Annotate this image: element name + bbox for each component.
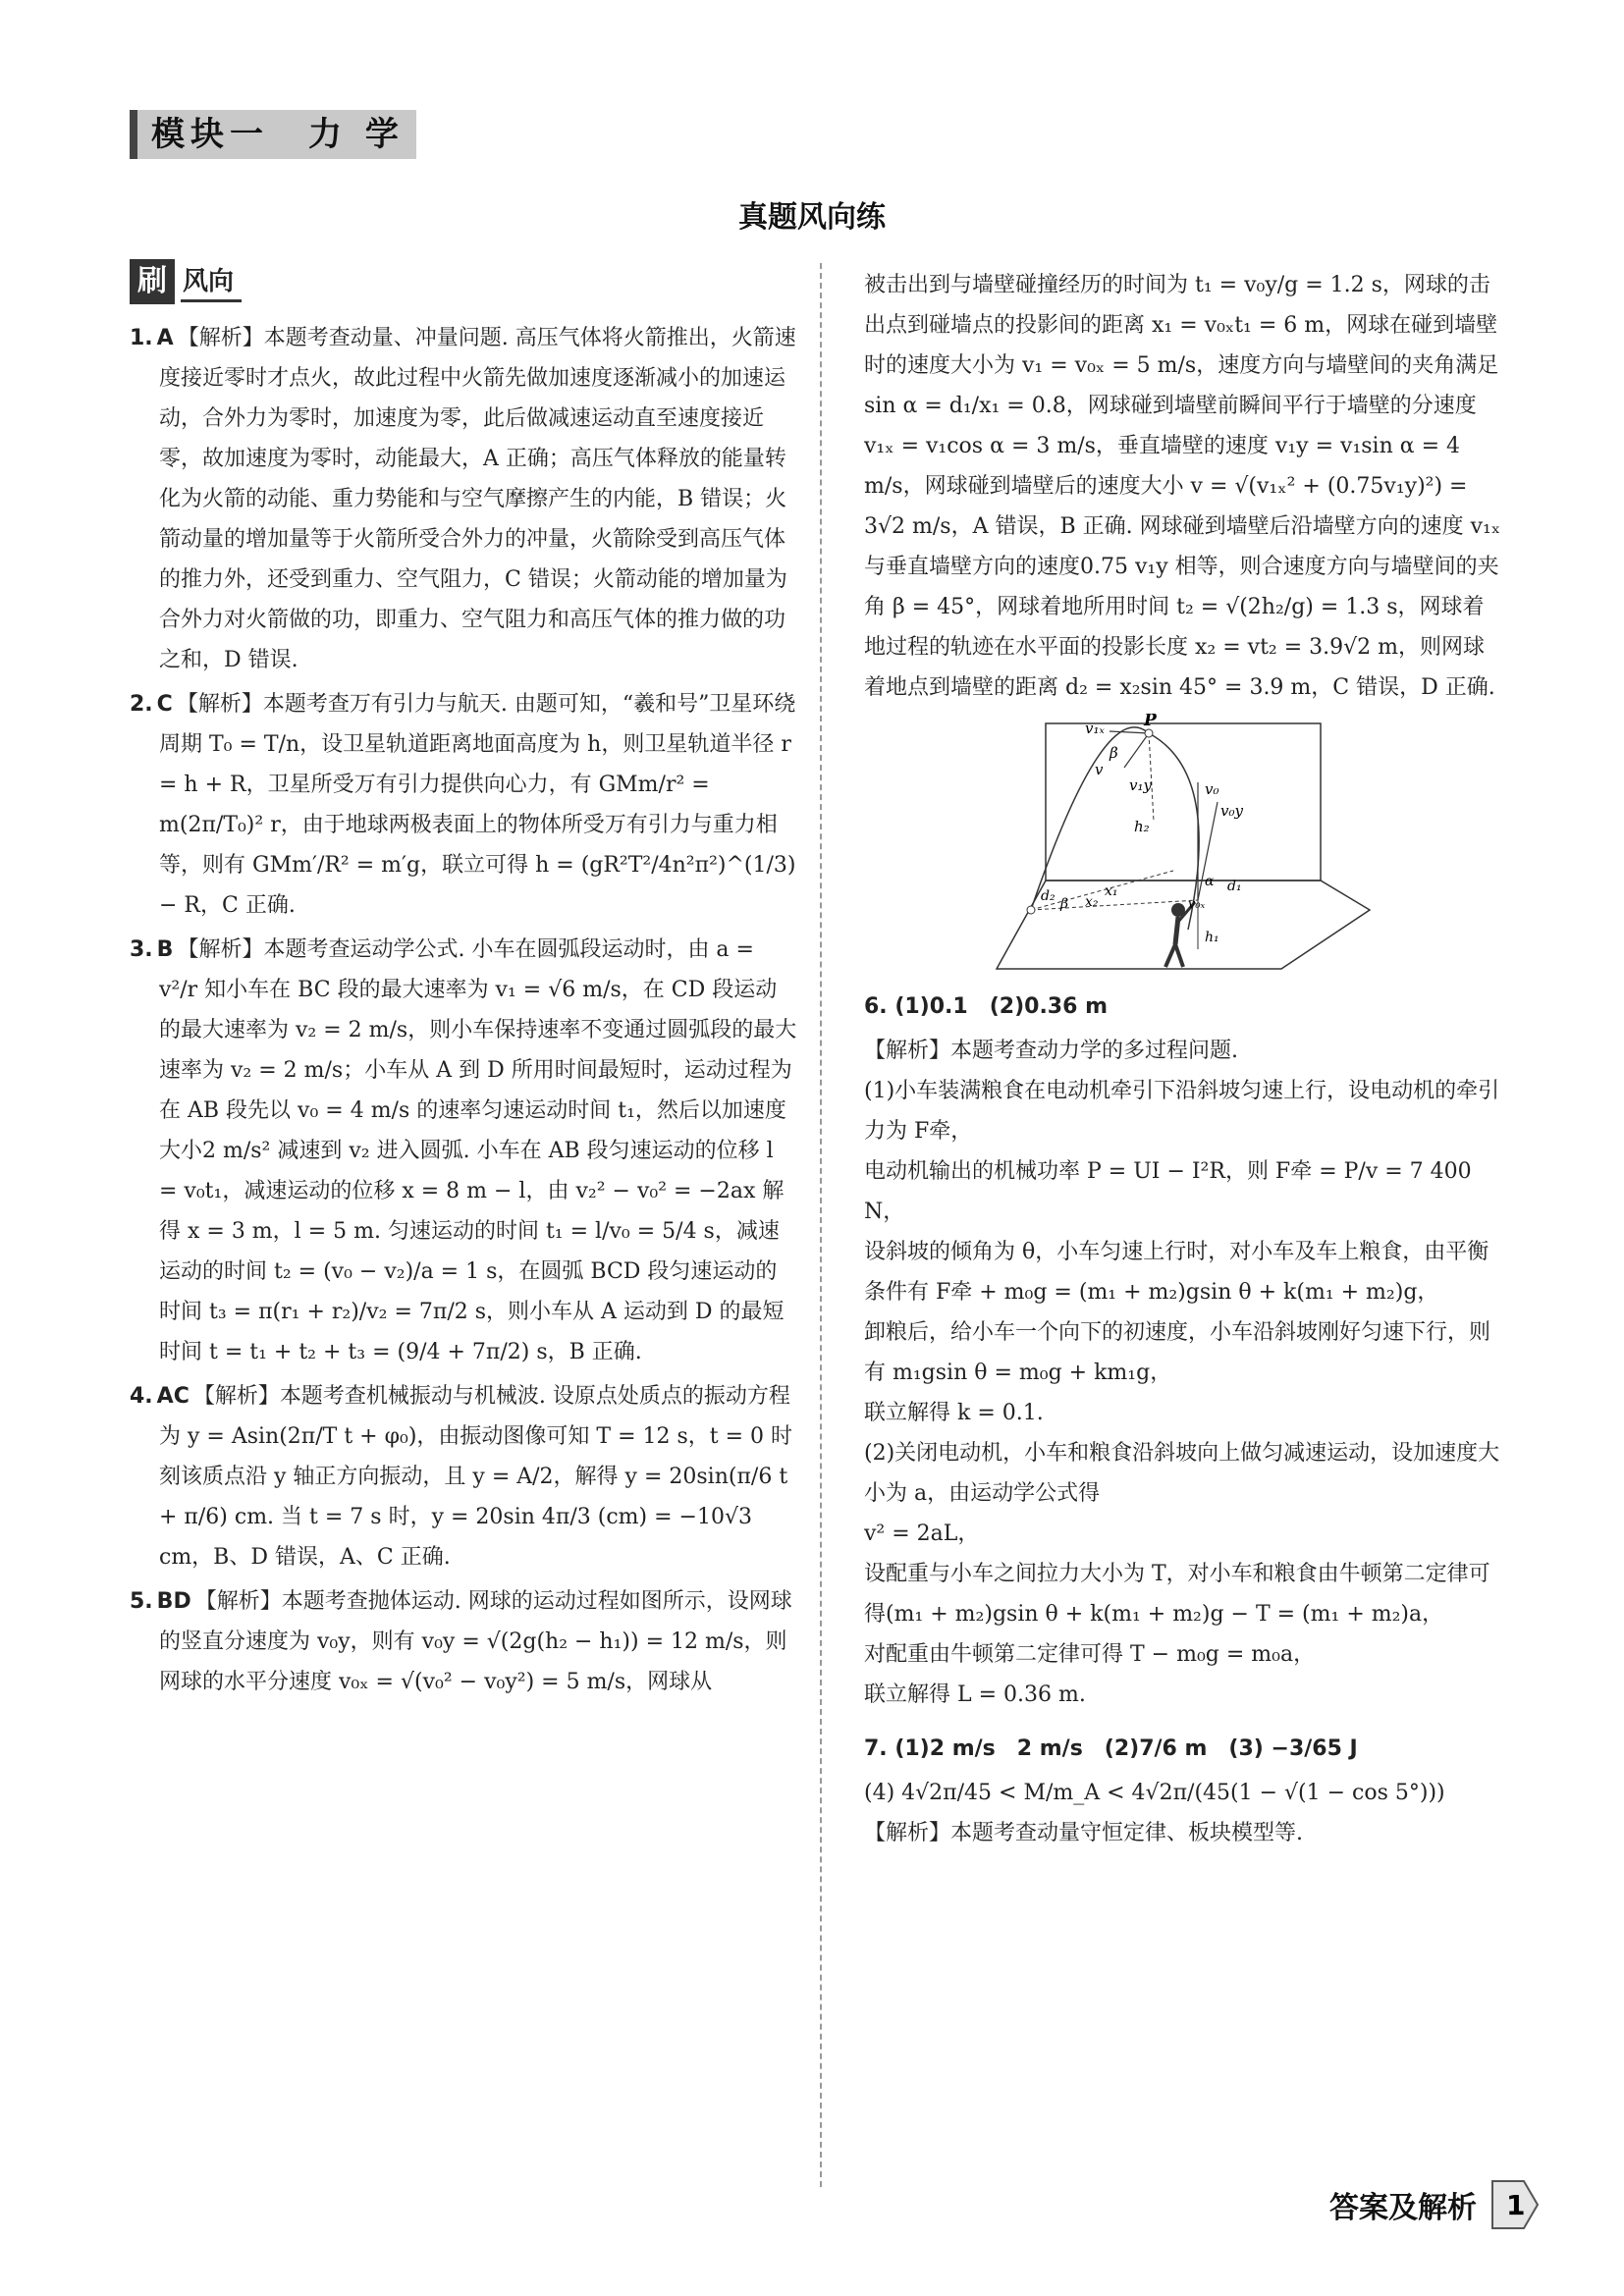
label-v0: v₀ bbox=[1205, 780, 1219, 798]
page-number-diamond-icon bbox=[1485, 2177, 1540, 2232]
item-6-line-6: 联立解得 k = 0.1. bbox=[864, 1401, 1044, 1425]
item-5-continued: 被击出到与墙壁碰撞经历的时间为 t₁ = v₀y/g = 1.2 s，网球的击出点到碰墙点的投影间的距离 x₁ = v₀ₓt₁ = 6 m，网球在碰到墙壁时的速度大小为 v₁ = v₀ₓ = 5 m/s，速度方向与墙壁间的夹角满足 sin α = d₁/x₁ = 0.8，网球碰到墙壁前瞬间平行于墙壁的分速度 v₁ₓ = v₁cos α = 3 m/s，垂直墙壁的速度 v₁y = v₁sin α = 4 m/s，网球碰到墙壁后的速度大小 v = √(v₁ₓ² + (0.75v₁y)²) = 3√2 m/s，A 错误，B 正确. 网球碰到墙壁后沿墙壁方向的速度 v₁ₓ 与垂直墙壁方向的速度0.75 v₁y 相等，则合速度方向与墙壁间的夹角 β = 45°，网球着地所用时间 t₂ = √(2h₂/g) = 1.3 s，网球着地过程的轨迹在水平面的投影长度 x₂ = vt₂ = 3.9√2 m，则网球着地点到墙壁的距离 d₂ = x₂sin 45° = 3.9 m，C 错误，D 正确. bbox=[864, 273, 1501, 700]
label-alpha: α bbox=[1205, 874, 1215, 889]
item-6-line-5: 卸粮后，给小车一个向下的初速度，小车沿斜坡刚好匀速下行，则有 m₁gsin θ = m₀g + km₁g， bbox=[864, 1320, 1491, 1385]
answer-item-1 bbox=[130, 318, 797, 680]
label-v0y: v₀y bbox=[1220, 802, 1243, 820]
label-beta2: β bbox=[1060, 896, 1069, 912]
item-number: 4. bbox=[130, 1384, 153, 1409]
page-title: 真题风向练 bbox=[738, 200, 886, 235]
label-h2: h₂ bbox=[1134, 818, 1150, 835]
item-answer: B bbox=[156, 937, 174, 962]
section-mark: 刷 bbox=[130, 259, 175, 304]
item-answer: C bbox=[156, 692, 173, 717]
item-explanation: 【解析】本题考查万有引力与航天. 由题可知，“羲和号”卫星环绕周期 T₀ = T/n，设卫星轨道距离地面高度为 h，则卫星轨道半径 r = h + R，卫星所受万有引力提供向心力，有 GMm/r² = m(2π/T₀)² r，由于地球两极表面上的物体所受万有引力与重力相等，则有 GMm′/R² = m′g，联立可得 h = (gR²T²/4n²π²)^(1/3) − R，C 正确. bbox=[159, 692, 796, 918]
label-beta: β bbox=[1110, 744, 1118, 762]
tennis-wall-figure bbox=[987, 714, 1380, 979]
label-x1: x₁ bbox=[1105, 883, 1118, 899]
item-7-line-2: (4) 4√2π/45 < M/m_A < 4√2π/(45(1 − √(1 − cos 5°))) bbox=[864, 1781, 1445, 1805]
item-explanation: 【解析】本题考查运动学公式. 小车在圆弧段运动时，由 a = v²/r 知小车在 BC 段的最大速率为 v₁ = √6 m/s，在 CD 段运动的最大速率为 v₂ = 2 m/s，则小车保持速率不变通过圆弧段的最大速率为 v₂ = 2 m/s；小车从 A 到 D 所用时间最短时，运动过程为在 AB 段先以 v₀ = 4 m/s 的速率匀速运动时间 t₁，然后以加速度大小2 m/s² 减速到 v₂ 进入圆弧. 小车在 AB 段匀速运动的位移 l = v₀t₁，减速运动的位移 x = 8 m − l，由 v₂² − v₀² = −2ax 解得 x = 3 m，l = 5 m. 匀速运动的时间 t₁ = l/v₀ = 5/4 s，减速运动的时间 t₂ = (v₀ − v₂)/a = 1 s，在圆弧 BCD 段匀速运动的时间 t₃ = π(r₁ + r₂)/v₂ = 7π/2 s，则小车从 A 运动到 D 的最短时间 t = t₁ + t₂ + t₃ = (9/4 + 7π/2) s，B 正确. bbox=[159, 937, 797, 1364]
item-6-line-11: 联立解得 L = 0.36 m. bbox=[864, 1682, 1086, 1707]
page-footer bbox=[1329, 2177, 1540, 2232]
section-badge bbox=[130, 259, 242, 304]
label-d2: d₂ bbox=[1041, 888, 1056, 904]
module-title: 模块一 力 学 bbox=[130, 110, 416, 159]
section-text: 风向 bbox=[181, 261, 242, 302]
answer-item-5 bbox=[130, 1581, 797, 1702]
item-number: 3. bbox=[130, 937, 153, 962]
item-number: 1. bbox=[130, 326, 153, 350]
item-answer: A bbox=[156, 326, 174, 350]
item-6-line-7: (2)关闭电动机，小车和粮食沿斜坡向上做匀减速运动，设加速度大小为 a，由运动学公式得 bbox=[864, 1441, 1500, 1506]
item-explanation: 【解析】本题考查机械振动与机械波. 设原点处质点的振动方程为 y = Asin(2π/T t + φ₀)，由振动图像可知 T = 12 s，t = 0 时刻该质点沿 y 轴正方向振动，且 y = A/2，解得 y = 20sin(π/6 t + π/6) cm. 当 t = 7 s 时，y = 20sin 4π/3 (cm) = −10√3 cm，B、D 错误，A、C 正确. bbox=[159, 1384, 793, 1570]
label-d1: d₁ bbox=[1227, 879, 1242, 894]
label-v1x: v₁ₓ bbox=[1085, 720, 1105, 737]
label-P: P bbox=[1144, 714, 1157, 730]
item-7-line-3: 【解析】本题考查动量守恒定律、板块模型等. bbox=[864, 1821, 1303, 1845]
item-6-line-8: v² = 2aL， bbox=[864, 1522, 980, 1546]
label-v: v bbox=[1095, 761, 1104, 778]
item-answer: AC bbox=[156, 1384, 189, 1409]
answer-item-6 bbox=[864, 987, 1502, 1027]
item-6-line-10: 对配重由牛顿第二定律可得 T − m₀g = m₀a， bbox=[864, 1642, 1316, 1667]
item-6-head: 6. (1)0.1 (2)0.36 m bbox=[864, 994, 1108, 1019]
label-x2: x₂ bbox=[1085, 894, 1099, 910]
answer-item-7 bbox=[864, 1729, 1502, 1769]
item-explanation: 【解析】本题考查动量、冲量问题. 高压气体将火箭推出，火箭速度接近零时才点火，故此过程中火箭先做加速度逐渐减小的加速运动，合外力为零时，加速度为零，此后做减速运动直至速度接近零，故加速度为零时，动能最大，A 正确；高压气体释放的能量转化为火箭的动能、重力势能和与空气摩擦产生的内能，B 错误；火箭动量的增加量等于火箭所受合外力的冲量，火箭除受到高压气体的推力外，还受到重力、空气阻力，C 错误；火箭动能的增加量为合外力对火箭做的功，即重力、空气阻力和高压气体的推力做的功之和，D 错误. bbox=[159, 326, 796, 672]
column-divider bbox=[820, 263, 822, 2187]
item-number: 5. bbox=[130, 1589, 153, 1614]
label-h1: h₁ bbox=[1205, 930, 1219, 945]
item-number: 2. bbox=[130, 692, 153, 717]
page-number-badge bbox=[1485, 2177, 1540, 2232]
footer-label: 答案及解析 bbox=[1329, 2191, 1477, 2225]
answer-item-3 bbox=[130, 930, 797, 1372]
label-v0x: v₀ₓ bbox=[1188, 897, 1206, 912]
item-6-line-9: 设配重与小车之间拉力大小为 T，对小车和粮食由牛顿第二定律可得(m₁ + m₂)gsin θ + k(m₁ + m₂)g − T = (m₁ + m₂)a， bbox=[864, 1562, 1490, 1627]
item-6-line-1: 【解析】本题考查动力学的多过程问题. bbox=[864, 1039, 1238, 1063]
item-7-head: 7. (1)2 m/s 2 m/s (2)7/6 m (3) −3/65 J bbox=[864, 1736, 1358, 1761]
item-answer: BD bbox=[156, 1589, 191, 1614]
label-v1y: v₁y bbox=[1129, 776, 1152, 794]
trajectory-diagram bbox=[987, 714, 1380, 979]
item-6-line-3: 电动机输出的机械功率 P = UI − I²R，则 F牵 = P/v = 7 400 N， bbox=[864, 1159, 1472, 1224]
answer-item-2 bbox=[130, 684, 797, 926]
page-number: 1 bbox=[1506, 2189, 1526, 2221]
left-column bbox=[130, 318, 797, 1706]
answer-item-4 bbox=[130, 1376, 797, 1577]
right-column bbox=[864, 265, 1502, 1853]
item-explanation: 【解析】本题考查抛体运动. 网球的运动过程如图所示，设网球的竖直分速度为 v₀y，则有 v₀y = √(2g(h₂ − h₁)) = 12 m/s，则网球的水平分速度 v₀ₓ = √(v₀² − v₀y²) = 5 m/s，网球从 bbox=[159, 1589, 792, 1694]
item-6-line-2: (1)小车装满粮食在电动机牵引下沿斜坡匀速上行，设电动机的牵引力为 F牵， bbox=[864, 1079, 1500, 1144]
item-6-line-4: 设斜坡的倾角为 θ，小车匀速上行时，对小车及车上粮食，由平衡条件有 F牵 + m₀g = (m₁ + m₂)gsin θ + k(m₁ + m₂)g， bbox=[864, 1240, 1489, 1305]
